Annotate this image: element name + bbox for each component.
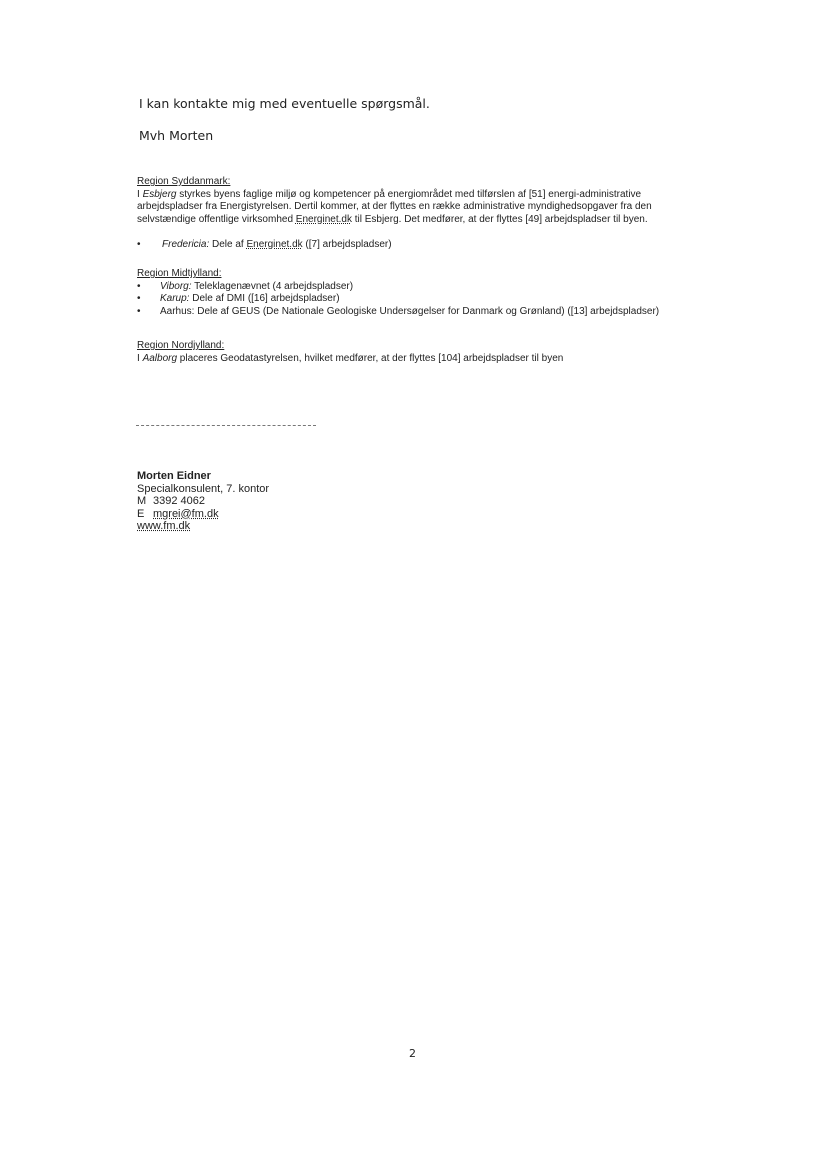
text-fragment: til Esbjerg. Det medfører, at der flyttes [49] arbejdspladser til byen. <box>351 213 648 225</box>
email-link[interactable]: mgrei@fm.dk <box>153 507 219 520</box>
region-heading-syddanmark: Region Syddanmark: <box>137 176 231 187</box>
section-midtjylland <box>137 268 707 318</box>
text-fragment: Dele af <box>209 239 247 250</box>
text-fragment: styrkes byens faglige miljø og kompetencer på energiområdet med tilførslen af [51] energi-administrative arbejdspladser fra Energistyrelsen. Dertil kommer, at der flyttes en række administrative myndighedsopgaver fra den selvstændige offentlige virksomhed <box>137 188 652 225</box>
email-label: E <box>137 507 145 520</box>
city-aalborg: Aalborg <box>142 352 178 364</box>
region-heading-midtjylland: Region Midtjylland: <box>137 268 222 279</box>
text-fragment: Dele af DMI ([16] arbejdspladser) <box>189 293 340 304</box>
intro-signoff: Mvh Morten <box>139 128 214 143</box>
phone-number: 3392 4062 <box>153 495 205 507</box>
phone-label: M <box>137 495 147 507</box>
section-nordjylland <box>137 340 707 365</box>
list-item <box>137 239 707 252</box>
text-fragment: Teleklagenævnet (4 arbejdspladser) <box>191 280 354 292</box>
text-fragment: I <box>137 352 143 364</box>
energinet-link[interactable]: Energinet.dk <box>295 213 352 225</box>
text-fragment: I <box>137 188 143 200</box>
list-item <box>137 293 707 306</box>
list-item <box>137 281 707 294</box>
list-item <box>137 306 707 319</box>
signature-divider <box>136 425 316 426</box>
signature-name: Morten Eidner <box>137 470 211 482</box>
city-karup: Karup: <box>160 293 190 304</box>
nordjylland-paragraph <box>137 353 707 366</box>
city-fredericia: Fredericia: <box>162 239 210 250</box>
section-syddanmark <box>137 176 707 252</box>
midtjylland-list <box>137 281 707 319</box>
city-viborg: Viborg: <box>160 280 192 292</box>
intro-contact-line: I kan kontakte mig med eventuelle spørgsmål. <box>139 96 430 111</box>
signature-phone <box>137 495 269 508</box>
syddanmark-list <box>137 239 707 252</box>
energinet-link[interactable]: Energinet.dk <box>246 239 303 250</box>
text-fragment: placeres Geodatastyrelsen, hvilket medfører, at der flyttes [104] arbejdspladser til byen <box>177 352 564 364</box>
website-link[interactable]: www.fm.dk <box>137 520 191 532</box>
signature-email <box>137 508 269 521</box>
page-number: 2 <box>409 1047 416 1060</box>
region-heading-nordjylland: Region Nordjylland: <box>137 340 225 351</box>
signature-title: Specialkonsulent, 7. kontor <box>137 482 270 495</box>
text-fragment: ([7] arbejdspladser) <box>302 239 392 250</box>
signature-block <box>137 470 269 533</box>
text-fragment: Aarhus: Dele af GEUS (De Nationale Geologiske Undersøgelser for Danmark og Grønland) ([13] arbejdspladser) <box>160 305 660 317</box>
city-esbjerg: Esbjerg <box>142 188 177 200</box>
syddanmark-paragraph <box>137 189 707 227</box>
